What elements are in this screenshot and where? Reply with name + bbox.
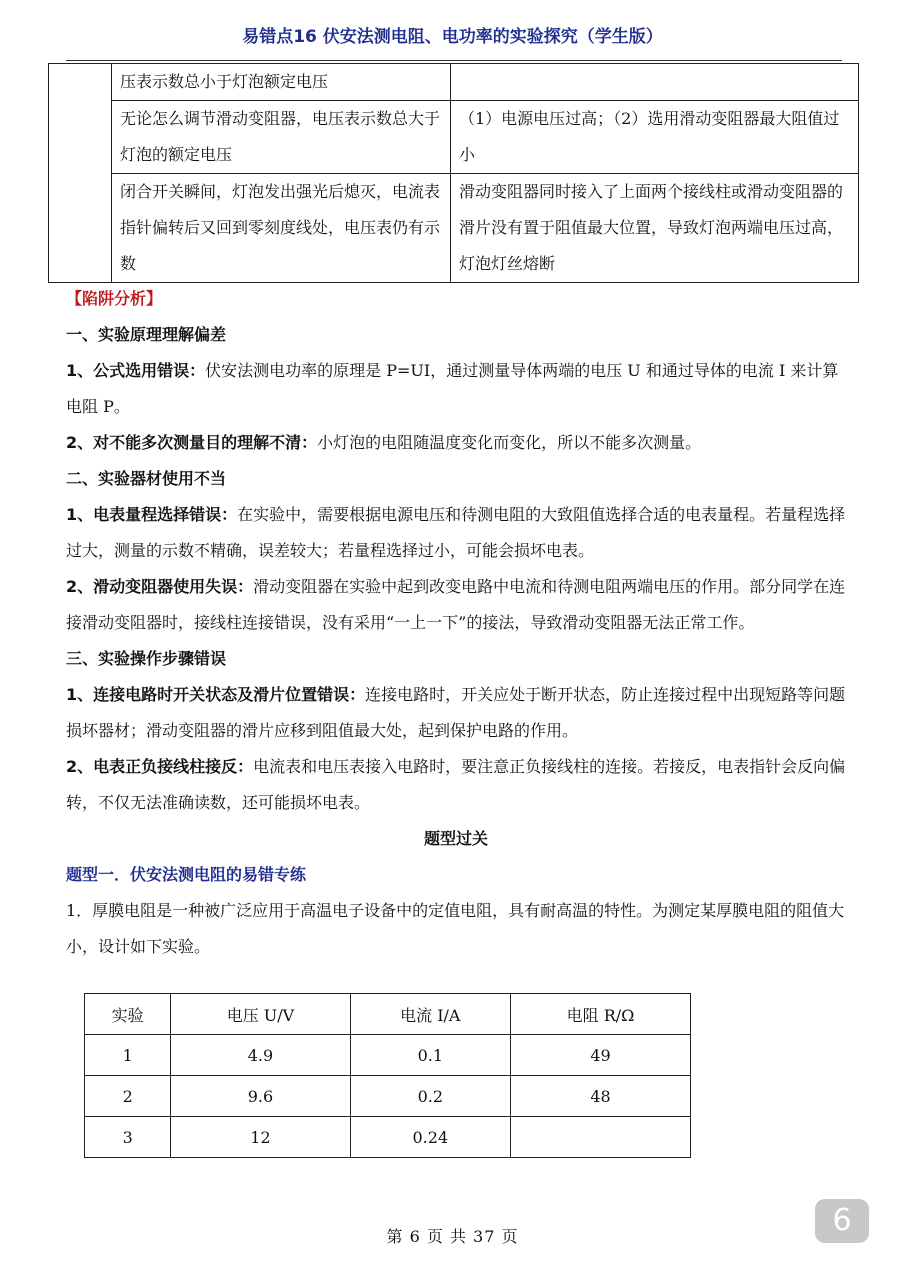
table-cell [511, 1117, 691, 1158]
table-cell: 3 [85, 1117, 171, 1158]
practice-heading: 题型过关 [423, 829, 488, 848]
page-number-badge: 6 [815, 1199, 869, 1243]
trap-analysis-section [66, 281, 846, 965]
item-text: 伏安法测电功率的原理是 P=UI，通过测量导体两端的电压 U 和通过导体的电流 I 来计算电阻 P。 [66, 361, 839, 416]
error-phenomena-table [48, 63, 859, 283]
section-1-title: 一、实验原理理解偏差 [66, 325, 227, 344]
item-text: 在实验中，需要根据电源电压和待测电阻的大致阻值选择合适的电表量程。若量程选择过大，测量的示数不精确，误差较大；若量程选择过小，可能会损坏电表。 [66, 505, 846, 560]
item-label: 2、滑动变阻器使用失误： [66, 577, 254, 596]
item-label: 1、电表量程选择错误： [66, 505, 238, 524]
table-header-row [85, 994, 691, 1035]
header-divider [66, 60, 842, 61]
item-text: 小灯泡的电阻随温度变化而变化，所以不能多次测量。 [317, 433, 702, 452]
table-row [49, 101, 859, 174]
column-header: 实验 [85, 994, 171, 1035]
section-2-title: 二、实验器材使用不当 [66, 469, 227, 488]
table-cell-cause [451, 64, 859, 101]
section-1-item-2 [66, 425, 846, 461]
table-cell: 48 [511, 1076, 691, 1117]
table-cell: 49 [511, 1035, 691, 1076]
table-cell: 0.1 [350, 1035, 510, 1076]
table-cell-cause: （1）电源电压过高；（2）选用滑动变阻器最大阻值过小 [451, 101, 859, 174]
table-cell: 4.9 [171, 1035, 350, 1076]
item-label: 2、对不能多次测量目的理解不清： [66, 433, 318, 452]
trap-analysis-heading: 【陷阱分析】 [66, 289, 163, 308]
question-1-text: 1．厚膜电阻是一种被广泛应用于高温电子设备中的定值电阻，具有耐高温的特性。为测定某厚膜电阻的阻值大小，设计如下实验。 [66, 901, 845, 956]
experiment-data-table [84, 993, 691, 1158]
table-cell-blank [49, 64, 112, 283]
item-text: 电流表和电压表接入电路时，要注意正负接线柱的连接。若接反，电表指针会反向偏转，不仅无法准确读数，还可能损坏电表。 [66, 757, 846, 812]
question-type-title: 题型一．伏安法测电阻的易错专练 [66, 865, 307, 884]
table-row [85, 1035, 691, 1076]
table-cell: 0.24 [350, 1117, 510, 1158]
section-3-item-1 [66, 677, 846, 749]
table-cell-phenomenon: 压表示数总小于灯泡额定电压 [112, 64, 451, 101]
column-header: 电流 I/A [350, 994, 510, 1035]
table-row [49, 64, 859, 101]
page-footer: 第 6 页 共 37 页 [386, 1227, 519, 1246]
page-header-title: 易错点16 伏安法测电阻、电功率的实验探究（学生版） [242, 27, 663, 47]
table-row [85, 1117, 691, 1158]
table-cell: 12 [171, 1117, 350, 1158]
item-text: 连接电路时，开关应处于断开状态，防止连接过程中出现短路等问题损坏器材；滑动变阻器的滑片应移到阻值最大处，起到保护电路的作用。 [66, 685, 846, 740]
column-header: 电压 U/V [171, 994, 350, 1035]
section-2-item-2 [66, 569, 846, 641]
table-row [49, 174, 859, 283]
item-text: 滑动变阻器在实验中起到改变电路中电流和待测电阻两端电压的作用。部分同学在连接滑动变阻器时，接线柱连接错误，没有采用“一上一下”的接法，导致滑动变阻器无法正常工作。 [66, 577, 846, 632]
table-cell: 0.2 [350, 1076, 510, 1117]
table-cell-phenomenon: 闭合开关瞬间，灯泡发出强光后熄灭，电流表指针偏转后又回到零刻度线处，电压表仍有示数 [112, 174, 451, 283]
table-cell: 9.6 [171, 1076, 350, 1117]
section-2-item-1 [66, 497, 846, 569]
table-cell-phenomenon: 无论怎么调节滑动变阻器，电压表示数总大于灯泡的额定电压 [112, 101, 451, 174]
table-row [85, 1076, 691, 1117]
item-label: 2、电表正负接线柱接反： [66, 757, 254, 776]
table-cell: 2 [85, 1076, 171, 1117]
section-3-item-2 [66, 749, 846, 821]
table-cell-cause: 滑动变阻器同时接入了上面两个接线柱或滑动变阻器的滑片没有置于阻值最大位置，导致灯泡两端电压过高，灯泡灯丝熔断 [451, 174, 859, 283]
item-label: 1、连接电路时开关状态及滑片位置错误： [66, 685, 366, 704]
column-header: 电阻 R/Ω [511, 994, 691, 1035]
table-cell: 1 [85, 1035, 171, 1076]
item-label: 1、公式选用错误： [66, 361, 206, 380]
section-1-item-1 [66, 353, 846, 425]
section-3-title: 三、实验操作步骤错误 [66, 649, 227, 668]
